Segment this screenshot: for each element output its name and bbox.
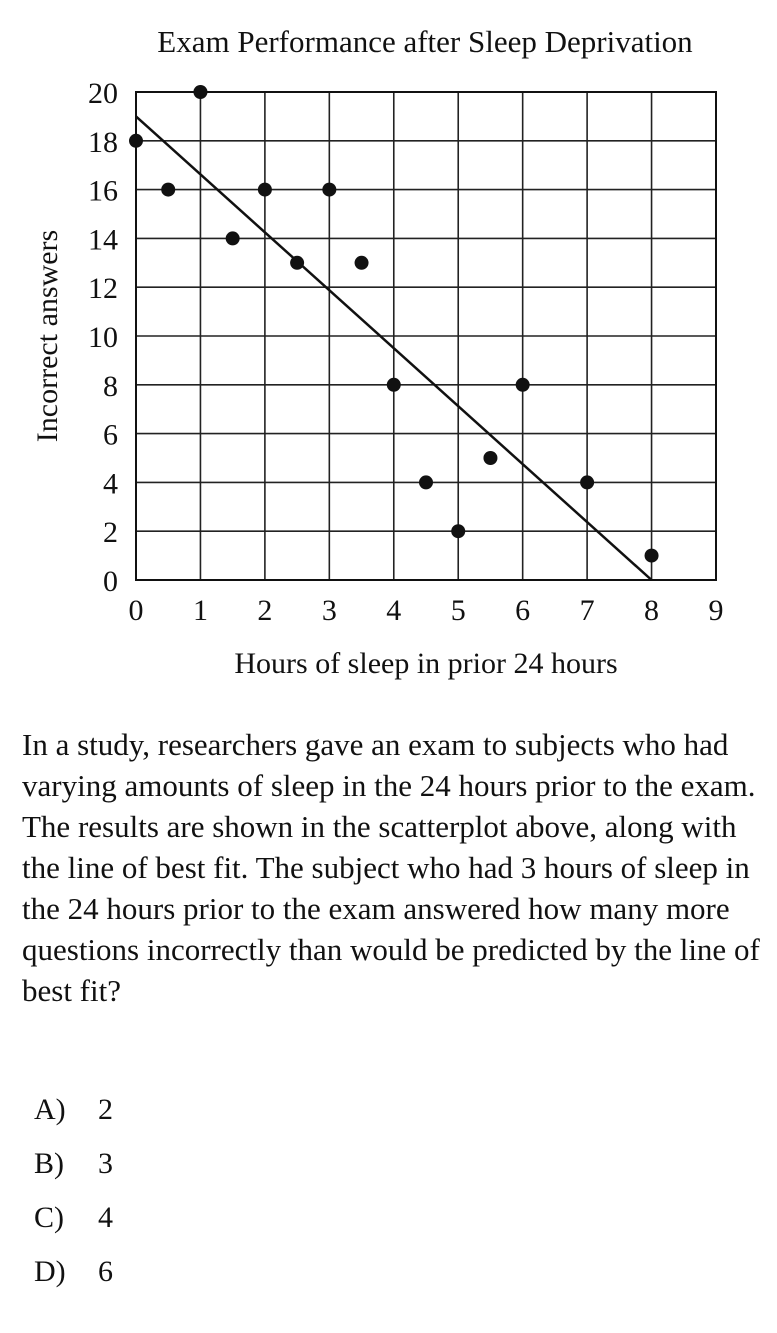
choice-letter: D) bbox=[34, 1255, 66, 1288]
y-tick-label: 8 bbox=[103, 369, 118, 403]
data-point bbox=[645, 549, 659, 563]
choice-b[interactable] bbox=[34, 1144, 334, 1198]
data-point bbox=[580, 475, 594, 489]
choice-value: 6 bbox=[98, 1255, 113, 1288]
choice-value: 3 bbox=[98, 1147, 113, 1180]
data-point bbox=[387, 378, 401, 392]
answer-choices bbox=[34, 1090, 334, 1306]
data-point bbox=[129, 134, 143, 148]
grid bbox=[136, 92, 716, 580]
data-point bbox=[483, 451, 497, 465]
data-point bbox=[226, 231, 240, 245]
x-tick-label: 2 bbox=[257, 594, 273, 627]
x-tick-label: 3 bbox=[321, 594, 337, 627]
y-tick-label: 16 bbox=[88, 174, 118, 208]
x-tick-label: 1 bbox=[192, 594, 208, 627]
data-point bbox=[419, 475, 433, 489]
x-tick-label: 5 bbox=[450, 594, 466, 627]
y-tick-label: 18 bbox=[88, 125, 118, 159]
data-point bbox=[355, 256, 369, 270]
choice-d[interactable] bbox=[34, 1252, 334, 1306]
question-text: In a study, researchers gave an exam to subjects who had varying amounts of sleep in the 24 hours prior to the exam. The results are shown in the scatterplot above, along with the line of best fit. The subject who had 3 hours of sleep in the 24 hours prior to the exam answered how many more questions incorrectly than would be predicted by the line of best fit? bbox=[22, 727, 760, 1008]
y-tick-label: 10 bbox=[88, 321, 118, 354]
data-point bbox=[193, 85, 207, 99]
choice-value: 4 bbox=[98, 1201, 113, 1234]
chart-title: Exam Performance after Sleep Deprivation bbox=[157, 24, 693, 59]
choice-letter: B) bbox=[34, 1147, 64, 1180]
data-point bbox=[322, 183, 336, 197]
x-tick-label: 4 bbox=[386, 594, 402, 627]
y-tick-label: 14 bbox=[88, 223, 118, 257]
x-tick-label: 8 bbox=[644, 594, 660, 627]
x-tick-label: 0 bbox=[128, 594, 144, 627]
data-point bbox=[516, 378, 530, 392]
y-tick-label: 4 bbox=[103, 467, 118, 501]
y-axis-label: Incorrect answers bbox=[31, 229, 64, 443]
x-tick-label: 7 bbox=[579, 594, 595, 627]
choice-letter: C) bbox=[34, 1201, 64, 1234]
data-point bbox=[290, 256, 304, 270]
y-tick-label: 20 bbox=[88, 77, 118, 110]
data-point bbox=[451, 524, 465, 538]
x-axis-label: Hours of sleep in prior 24 hours bbox=[234, 647, 618, 680]
choice-value: 2 bbox=[98, 1093, 113, 1126]
x-tick-label: 6 bbox=[515, 594, 531, 627]
choice-c[interactable] bbox=[34, 1198, 334, 1252]
y-tick-label: 2 bbox=[103, 516, 118, 550]
choice-letter: A) bbox=[34, 1093, 66, 1126]
y-tick-label: 0 bbox=[103, 565, 118, 598]
choice-a[interactable] bbox=[34, 1090, 334, 1144]
y-tick-label: 12 bbox=[88, 272, 118, 306]
x-tick-label: 9 bbox=[708, 594, 724, 627]
data-point bbox=[258, 183, 272, 197]
y-tick-label: 6 bbox=[103, 418, 118, 452]
data-point bbox=[161, 183, 175, 197]
